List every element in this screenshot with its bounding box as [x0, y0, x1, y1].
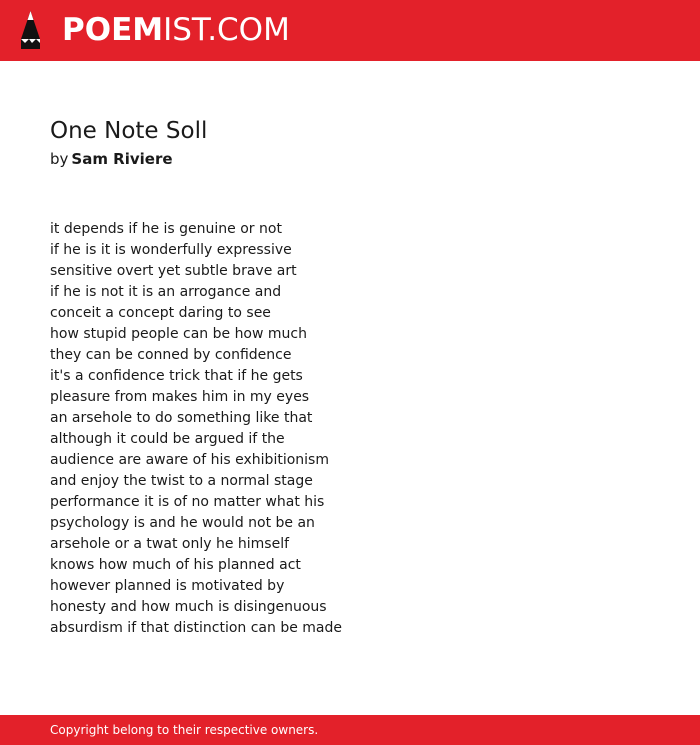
poem-line: honesty and how much is disingenuous [50, 599, 327, 615]
site-logo-link[interactable] [62, 12, 290, 48]
poem-line: an arsehole to do something like that [50, 410, 313, 426]
poem-line: arsehole or a twat only he himself [50, 536, 290, 552]
brand-name-light: IST.COM [163, 12, 290, 48]
poem-line: although it could be argued if the [50, 431, 285, 447]
poem-line: it's a confidence trick that if he gets [50, 368, 303, 384]
poem-line: knows how much of his planned act [50, 557, 301, 573]
poem-line: absurdism if that distinction can be made [50, 620, 343, 636]
poem-line: psychology is and he would not be an [50, 515, 315, 531]
poem-line: conceit a concept daring to see [50, 305, 271, 321]
brand-name-bold: POEM [62, 12, 164, 48]
byline-prefix: by [50, 150, 69, 168]
poem-line: if he is it is wonderfully expressive [50, 242, 292, 258]
author-name: Sam Riviere [71, 150, 173, 168]
byline [50, 149, 173, 169]
site-header [0, 0, 700, 61]
pencil-tip-icon[interactable] [18, 9, 43, 51]
copyright-notice: Copyright belong to their respective owners. [50, 723, 319, 737]
poem-line: sensitive overt yet subtle brave art [50, 263, 297, 279]
poem-line: however planned is motivated by [50, 578, 285, 594]
poem-line: audience are aware of his exhibitionism [50, 452, 329, 468]
poem-title: One Note Soll [50, 118, 208, 144]
poem-body [50, 219, 342, 639]
poem-line: pleasure from makes him in my eyes [50, 389, 310, 405]
site-footer [0, 715, 700, 745]
poem-line: performance it is of no matter what his [50, 494, 325, 510]
poem-line: they can be conned by confidence [50, 347, 292, 363]
poem-line: it depends if he is genuine or not [50, 221, 282, 237]
poem-line: how stupid people can be how much [50, 326, 307, 342]
poem-line: and enjoy the twist to a normal stage [50, 473, 313, 489]
poem-line: if he is not it is an arrogance and [50, 284, 282, 300]
